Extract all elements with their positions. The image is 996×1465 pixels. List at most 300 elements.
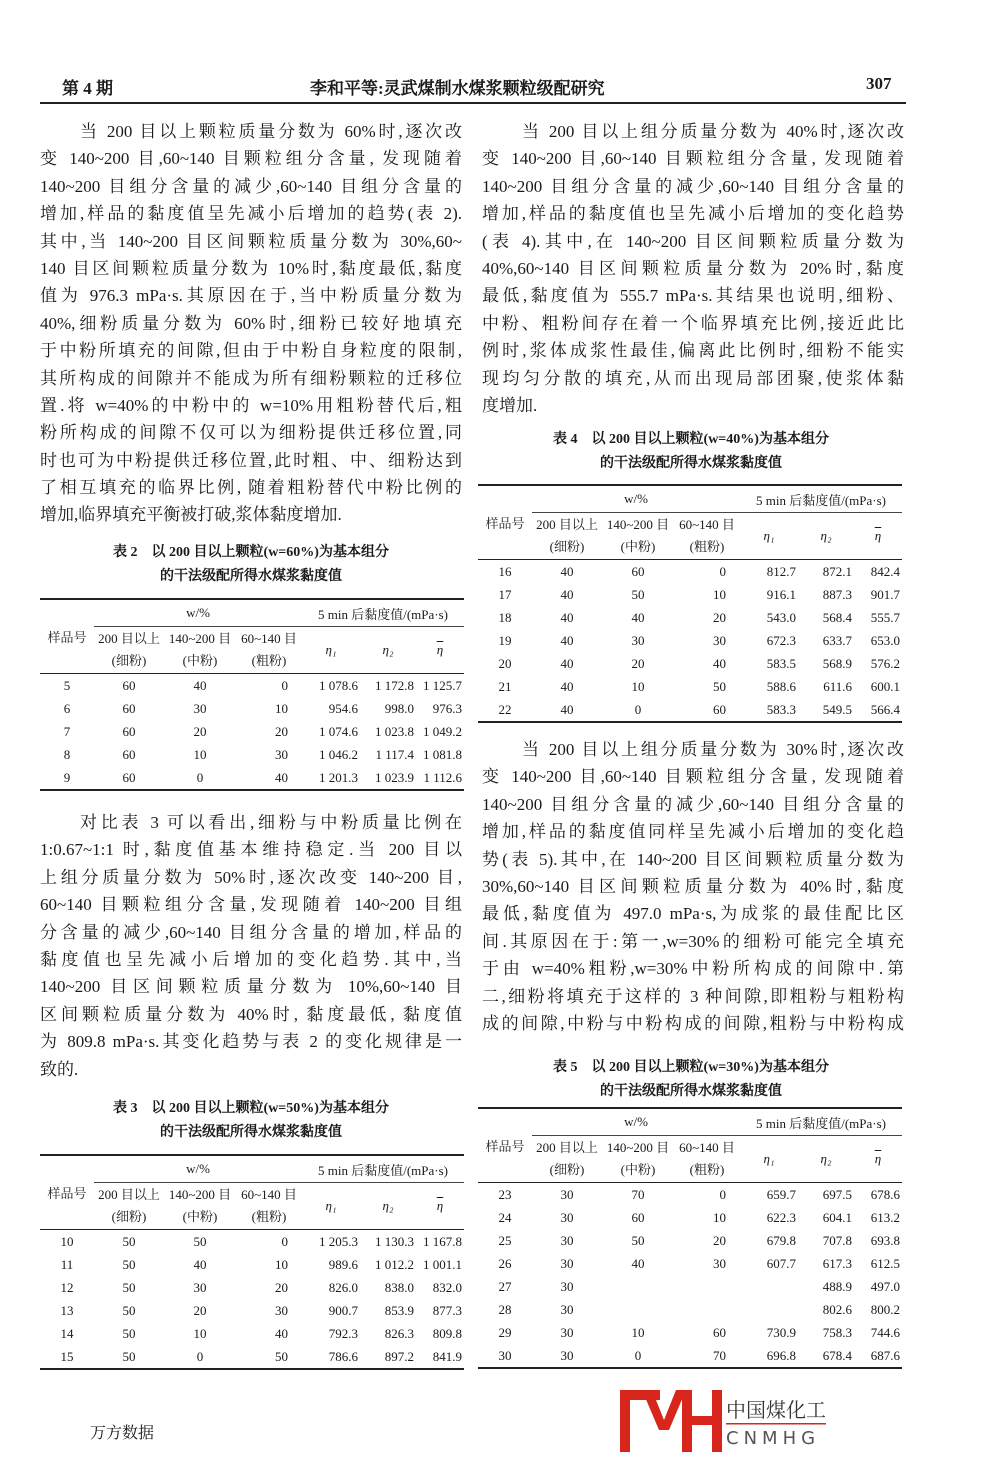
fine-pct-cell: 40 xyxy=(560,632,574,648)
header-label: 140~200 目 xyxy=(168,1187,232,1202)
header-label: (细粉) xyxy=(549,539,585,554)
caption-line: 表 5 以 200 目以上颗粒(w=30%)为基本组分 xyxy=(553,1060,829,1075)
eta2-cell: 697.5 xyxy=(822,1186,852,1202)
sample-no-cell: 28 xyxy=(498,1301,512,1317)
text-line: 例时,浆体成浆性最佳,偏离此比例时,细粉不能实 xyxy=(482,341,904,361)
eta2-cell: 617.3 xyxy=(822,1255,852,1271)
table-row xyxy=(478,1344,902,1368)
eta-mean-header: $\overline{\eta}$ xyxy=(854,513,902,560)
header-blank xyxy=(478,485,532,513)
header-label: (中粉) xyxy=(620,539,656,554)
coarse-pct-cell: 0 xyxy=(281,1233,288,1249)
coarse-pct-cell xyxy=(674,1298,740,1321)
text-line: 了相互填充的临界比例, 随着粗粉替代中粉比例的 xyxy=(40,478,462,498)
eta-mean-cell: 1 167.8 xyxy=(423,1233,462,1249)
eta2-cell: 1 012.2 xyxy=(375,1256,414,1272)
text-line: 其中,当 140~200 目区间颗粒质量分数为 30%,60~ xyxy=(40,231,462,251)
eta-mean-cell: 497.0 xyxy=(870,1278,900,1294)
coarse-pct-cell: 50 xyxy=(275,1348,288,1364)
fine-pct-cell: 50 xyxy=(122,1279,136,1295)
header-label: (中粉) xyxy=(182,1209,218,1224)
eta2-cell: 838.0 xyxy=(384,1279,414,1295)
table-row xyxy=(40,674,464,698)
eta1-cell: 1 074.6 xyxy=(319,723,358,739)
mid-pct-cell: 50 xyxy=(193,1233,207,1249)
coarse-pct-cell: 10 xyxy=(713,586,726,602)
coarse-pct-cell: 20 xyxy=(713,609,726,625)
table-row xyxy=(40,720,464,743)
eta1-cell xyxy=(740,1298,798,1321)
eta1-header: η₁ xyxy=(302,627,360,674)
table-row xyxy=(40,766,464,790)
mid-pct-cell: 70 xyxy=(631,1186,645,1202)
text-line: 粉所构成的间隙不仅可以为细粉提供迁移位置,同 xyxy=(40,423,462,443)
eta2-cell: 758.3 xyxy=(822,1324,852,1340)
mid-pct-cell xyxy=(602,1275,674,1298)
coarse-pct-cell: 70 xyxy=(713,1347,726,1363)
table-row xyxy=(40,1299,464,1322)
mid-pct-cell: 0 xyxy=(196,1348,204,1364)
table-row xyxy=(40,1253,464,1276)
eta-mean-cell: 678.6 xyxy=(870,1186,900,1202)
table-row xyxy=(40,1230,464,1254)
eta-mean-cell: 576.2 xyxy=(870,655,900,671)
header-blank xyxy=(40,599,94,627)
eta2-cell: 1 023.9 xyxy=(375,769,414,785)
coarse-pct-cell: 0 xyxy=(719,563,726,579)
eta-mean-cell: 800.2 xyxy=(870,1301,900,1317)
header-label: (中粉) xyxy=(182,653,218,668)
coarse-pct-cell: 10 xyxy=(275,700,288,716)
header-label: (粗粉) xyxy=(689,539,725,554)
fine-pct-cell: 40 xyxy=(560,701,574,717)
header-label: 60~140 目 xyxy=(241,631,297,646)
text-line: 成的间隙,中粉与中粉构成的间隙,粗粉与中粉构成 xyxy=(482,1013,904,1033)
table-5 xyxy=(478,1107,902,1369)
text-line: 上组分质量分数为 50%时,逐次改变 140~200 目, xyxy=(40,867,462,887)
eta-mean-cell: 653.0 xyxy=(870,632,900,648)
text-line: 140~200 目组分含量的减少,60~140 目组分含量的 xyxy=(40,176,462,196)
table-row xyxy=(478,629,902,652)
header-label: 60~140 目 xyxy=(679,517,735,532)
eta1-cell: 826.0 xyxy=(328,1279,358,1295)
coarse-pct-cell: 10 xyxy=(713,1209,726,1225)
text-line: 变 140~200 目,60~140 目颗粒组分含量, 发现随着 xyxy=(482,149,904,169)
table-row xyxy=(478,675,902,698)
coarse-pct-cell: 30 xyxy=(713,1255,726,1271)
sample-header: 样品号 xyxy=(478,513,532,560)
eta1-header: η₁ xyxy=(302,1183,360,1230)
eta-mean-header: $\overline{\eta}$ xyxy=(416,1183,464,1230)
text-line: 40%,细粉质量分数为 60%时,细粉已较好地填充 xyxy=(40,313,462,333)
coarse-pct-cell: 0 xyxy=(281,677,288,693)
text-line: 为 809.8 mPa·s.其变化趋势与表 2 的变化规律是一 xyxy=(40,1032,462,1052)
fine-pct-cell: 50 xyxy=(122,1256,136,1272)
coarse-pct-cell: 30 xyxy=(275,1302,288,1318)
text-line: 变 140~200 目,60~140 目颗粒组分含量, 发现随着 xyxy=(40,149,462,169)
eta1-cell: 679.8 xyxy=(766,1232,796,1248)
coarse-header xyxy=(674,1136,740,1183)
paragraph xyxy=(40,118,462,529)
eta1-cell: 989.6 xyxy=(328,1256,358,1272)
eta1-header: η₁ xyxy=(740,1136,798,1183)
eta1-header: η₁ xyxy=(740,513,798,560)
mid-pct-cell: 30 xyxy=(193,700,207,716)
text-line: 势(表 5).其中,在 140~200 目区间颗粒质量分数为 xyxy=(482,849,904,869)
eta-mean-cell: 612.5 xyxy=(870,1255,900,1271)
header-label: 60~140 目 xyxy=(679,1140,735,1155)
text-line: 其所构成的间隙并不能成为所有细粉颗粒的迁移位 xyxy=(40,368,462,388)
viscosity-group-header: 5 min 后黏度值/(mPa·s) xyxy=(740,1108,902,1136)
header-label: (细粉) xyxy=(549,1162,585,1177)
mid-header xyxy=(602,1136,674,1183)
table-5-caption xyxy=(480,1056,902,1104)
header-label: 60~140 目 xyxy=(241,1187,297,1202)
eta2-cell: 1 130.3 xyxy=(375,1233,414,1249)
w-group-header: w/% xyxy=(532,1108,740,1136)
sample-no-cell: 14 xyxy=(60,1325,74,1341)
eta-mean-cell: 841.9 xyxy=(432,1348,462,1364)
header-label: 140~200 目 xyxy=(606,517,670,532)
mid-pct-cell: 40 xyxy=(631,609,645,625)
eta-mean-cell: 744.6 xyxy=(870,1324,900,1340)
fine-pct-cell: 30 xyxy=(560,1347,574,1363)
table-row xyxy=(478,1183,902,1207)
sample-no-cell: 8 xyxy=(63,746,71,762)
mid-pct-cell: 30 xyxy=(631,632,645,648)
paragraph xyxy=(482,118,904,419)
sample-no-cell: 5 xyxy=(63,677,71,693)
fine-header xyxy=(94,1183,164,1230)
table-row xyxy=(40,1345,464,1369)
mid-pct-cell: 40 xyxy=(631,1255,645,1271)
fine-pct-cell: 60 xyxy=(122,746,136,762)
coarse-header xyxy=(236,1183,302,1230)
mid-pct-cell: 50 xyxy=(631,586,645,602)
sample-no-cell: 12 xyxy=(60,1279,74,1295)
table-row xyxy=(478,1275,902,1298)
header-label: (中粉) xyxy=(620,1162,656,1177)
mid-header xyxy=(602,513,674,560)
eta1-cell: 792.3 xyxy=(328,1325,358,1341)
mid-pct-cell: 10 xyxy=(193,1325,207,1341)
mid-pct-cell: 10 xyxy=(631,678,645,694)
header-label: (细粉) xyxy=(111,653,147,668)
eta2-cell: 887.3 xyxy=(822,586,852,602)
mid-pct-cell: 20 xyxy=(193,723,207,739)
eta2-cell: 633.7 xyxy=(822,632,852,648)
mid-pct-cell: 50 xyxy=(631,1232,645,1248)
text-line: 中粉、粗粉间存在着一个临界填充比例,接近此比 xyxy=(482,313,904,333)
text-line: 度增加. xyxy=(482,395,538,415)
sample-no-cell: 10 xyxy=(60,1233,74,1249)
caption-line: 的干法级配所得水煤浆黏度值 xyxy=(600,1084,782,1099)
eta-mean-cell: 809.8 xyxy=(432,1325,462,1341)
eta1-cell: 900.7 xyxy=(328,1302,358,1318)
text-line: 现均匀分散的填充,从而出现局部团聚,使浆体黏 xyxy=(482,368,904,388)
header-blank xyxy=(40,1155,94,1183)
issue-number: 第 4 期 xyxy=(62,79,113,98)
eta1-cell: 1 205.3 xyxy=(319,1233,358,1249)
text-line: 致的. xyxy=(40,1059,79,1079)
eta2-cell: 488.9 xyxy=(822,1278,852,1294)
caption-line: 表 2 以 200 目以上颗粒(w=60%)为基本组分 xyxy=(113,545,389,560)
mid-pct-cell: 0 xyxy=(634,1347,642,1363)
table-2-caption xyxy=(40,541,462,589)
text-line: 间.其原因在于:第一,w=30%的细粉可能完全填充 xyxy=(482,931,904,951)
fine-pct-cell: 40 xyxy=(560,586,574,602)
sample-no-cell: 15 xyxy=(60,1348,74,1364)
table-3 xyxy=(40,1154,464,1370)
header-blank xyxy=(478,1108,532,1136)
coarse-pct-cell: 40 xyxy=(275,769,288,785)
table-row xyxy=(478,560,902,584)
mid-pct-cell: 10 xyxy=(193,746,207,762)
eta1-cell: 1 046.2 xyxy=(319,746,358,762)
eta1-cell: 954.6 xyxy=(328,700,358,716)
viscosity-group-header: 5 min 后黏度值/(mPa·s) xyxy=(740,485,902,513)
table-row xyxy=(40,1276,464,1299)
caption-line: 的干法级配所得水煤浆黏度值 xyxy=(160,1125,342,1140)
eta1-cell xyxy=(740,1275,798,1298)
eta2-cell: 826.3 xyxy=(384,1325,414,1341)
text-line: 增加,样品的黏度值也呈先减小后增加的变化趋势 xyxy=(482,204,904,224)
sample-no-cell: 19 xyxy=(498,632,512,648)
eta-mean-cell: 687.6 xyxy=(870,1347,900,1363)
sample-no-cell: 6 xyxy=(63,700,71,716)
coarse-pct-cell: 10 xyxy=(275,1256,288,1272)
sample-header: 样品号 xyxy=(478,1136,532,1183)
text-line: 二,细粉将填充于这样的 3 种间隙,即粗粉与粗粉构 xyxy=(482,986,904,1006)
eta-mean-cell: 901.7 xyxy=(870,586,900,602)
table-row xyxy=(478,606,902,629)
header-label: 140~200 目 xyxy=(168,631,232,646)
mid-pct-cell: 40 xyxy=(193,677,207,693)
eta2-cell: 568.9 xyxy=(822,655,852,671)
watermark-cn: 中国煤化工 xyxy=(726,1400,826,1422)
text-line: 于由 w=40%粗粉,w=30%中粉所构成的间隙中.第 xyxy=(482,959,904,979)
coarse-pct-cell: 60 xyxy=(713,1324,726,1340)
eta-mean-cell: 566.4 xyxy=(870,701,900,717)
mid-pct-cell: 40 xyxy=(193,1256,207,1272)
eta-mean-cell: 1 081.8 xyxy=(423,746,462,762)
sample-header: 样品号 xyxy=(40,1183,94,1230)
fine-pct-cell: 40 xyxy=(560,655,574,671)
eta-mean-header: $\overline{\eta}$ xyxy=(854,1136,902,1183)
text-line: 增加,样品的黏度值呈先减小后增加的趋势(表 2). xyxy=(40,204,462,224)
mid-header xyxy=(164,1183,236,1230)
eta-mean-header: $\overline{\eta}$ xyxy=(416,627,464,674)
viscosity-group-header: 5 min 后黏度值/(mPa·s) xyxy=(302,1155,464,1183)
fine-pct-cell: 60 xyxy=(122,723,136,739)
table-row xyxy=(40,697,464,720)
eta2-header: η₂ xyxy=(798,1136,854,1183)
text-line: 时也可为中粉提供迁移位置,此时粗、中、细粉达到 xyxy=(40,450,462,470)
sample-no-cell: 9 xyxy=(63,769,71,785)
table-row xyxy=(478,1229,902,1252)
eta1-cell: 696.8 xyxy=(766,1347,796,1363)
text-line: 60~140 目颗粒组分含量,发现随着 140~200 目组 xyxy=(40,895,462,915)
eta1-cell: 659.7 xyxy=(766,1186,796,1202)
header-label: 200 目以上 xyxy=(536,517,598,532)
header-label: (细粉) xyxy=(111,1209,147,1224)
eta2-header: η₂ xyxy=(798,513,854,560)
table-row xyxy=(478,1252,902,1275)
eta-mean-cell: 555.7 xyxy=(870,609,900,625)
sample-no-cell: 26 xyxy=(498,1255,512,1271)
eta2-cell: 1 023.8 xyxy=(375,723,414,739)
header-label: 200 目以上 xyxy=(98,631,160,646)
eta2-cell: 568.4 xyxy=(822,609,852,625)
header-label: 200 目以上 xyxy=(98,1187,160,1202)
text-line: 40%,60~140 目区间颗粒质量分数为 20%时,黏度 xyxy=(482,258,904,278)
table-2 xyxy=(40,598,464,791)
eta2-cell: 707.8 xyxy=(822,1232,852,1248)
table-row xyxy=(478,1206,902,1229)
mid-pct-cell: 60 xyxy=(631,1209,645,1225)
table-row xyxy=(478,698,902,722)
sample-no-cell: 30 xyxy=(498,1347,512,1363)
fine-pct-cell: 40 xyxy=(560,678,574,694)
paragraph xyxy=(482,736,904,1037)
text-line: 140~200 目组分含量的减少,60~140 目组分含量的 xyxy=(482,794,904,814)
running-title: 李和平等:灵武煤制水煤浆颗粒级配研究 xyxy=(310,79,605,98)
text-line: 值为 976.3 mPa·s.其原因在于,当中粉质量分数为 xyxy=(40,286,462,306)
header-label: (粗粉) xyxy=(689,1162,725,1177)
table-row xyxy=(40,743,464,766)
sample-no-cell: 17 xyxy=(498,586,512,602)
coarse-pct-cell: 20 xyxy=(275,1279,288,1295)
fine-pct-cell: 60 xyxy=(122,677,136,693)
table-4-caption xyxy=(480,428,902,476)
mid-pct-cell: 20 xyxy=(193,1302,207,1318)
eta2-cell: 611.6 xyxy=(823,678,852,694)
eta1-cell: 588.6 xyxy=(766,678,796,694)
watermark-logo xyxy=(620,1390,830,1456)
eta1-cell: 622.3 xyxy=(766,1209,796,1225)
coarse-pct-cell: 20 xyxy=(713,1232,726,1248)
mid-header xyxy=(164,627,236,674)
text-line: 增加,临界填充平衡被打破,浆体黏度增加. xyxy=(40,505,342,525)
fine-pct-cell: 30 xyxy=(560,1278,574,1294)
text-line: 30%,60~140 目区间颗粒质量分数为 40%时,黏度 xyxy=(482,876,904,896)
table-3-caption xyxy=(40,1097,462,1145)
eta2-cell: 549.5 xyxy=(822,701,852,717)
sample-no-cell: 11 xyxy=(60,1256,74,1272)
fine-header xyxy=(532,513,602,560)
sample-no-cell: 25 xyxy=(498,1232,512,1248)
sample-no-cell: 20 xyxy=(498,655,512,671)
eta-mean-cell: 693.8 xyxy=(870,1232,900,1248)
text-line: 于中粉所填充的间隙,但由于中粉自身粒度的限制, xyxy=(40,341,462,361)
text-line: 增加,样品的黏度值同样呈先减小后增加的变化趋 xyxy=(482,822,904,842)
mid-pct-cell: 0 xyxy=(196,769,204,785)
caption-line: 的干法级配所得水煤浆黏度值 xyxy=(160,569,342,584)
sample-no-cell: 13 xyxy=(60,1302,74,1318)
eta2-cell: 604.1 xyxy=(822,1209,852,1225)
eta-mean-cell: 877.3 xyxy=(432,1302,462,1318)
header-rule xyxy=(40,102,906,104)
fine-pct-cell: 50 xyxy=(122,1302,136,1318)
fine-pct-cell: 40 xyxy=(560,563,574,579)
coarse-pct-cell: 60 xyxy=(713,701,726,717)
text-line: 黏度值也呈先减小后增加的变化趋势.其中,当 xyxy=(40,949,462,969)
coarse-pct-cell: 20 xyxy=(275,723,288,739)
sample-no-cell: 23 xyxy=(498,1186,512,1202)
fine-pct-cell: 40 xyxy=(560,609,574,625)
table-row xyxy=(478,1298,902,1321)
eta2-cell: 853.9 xyxy=(384,1302,414,1318)
eta1-cell: 812.7 xyxy=(766,563,796,579)
text-line: 对比表 3 可以看出,细粉与中粉质量比例在 xyxy=(80,813,462,832)
text-line: 区间颗粒质量分数为 40%时, 黏度最低, 黏度值 xyxy=(40,1004,462,1024)
eta2-cell: 1 117.4 xyxy=(375,746,414,762)
eta1-cell: 607.7 xyxy=(766,1255,796,1271)
table-row xyxy=(478,583,902,606)
header-label: 200 目以上 xyxy=(536,1140,598,1155)
text-line: 1:0.67~1:1 时,黏度值基本维持稳定.当 200 目以 xyxy=(40,840,462,860)
sample-header: 样品号 xyxy=(40,627,94,674)
coarse-pct-cell: 40 xyxy=(275,1325,288,1341)
fine-pct-cell: 30 xyxy=(560,1209,574,1225)
table-row xyxy=(40,1322,464,1345)
mid-pct-cell: 20 xyxy=(631,655,645,671)
header-label: (粗粉) xyxy=(251,1209,287,1224)
coarse-pct-cell: 30 xyxy=(275,746,288,762)
eta-mean-cell: 842.4 xyxy=(870,563,900,579)
caption-line: 的干法级配所得水煤浆黏度值 xyxy=(600,456,782,471)
mid-pct-cell xyxy=(602,1298,674,1321)
sample-no-cell: 24 xyxy=(498,1209,512,1225)
text-line: 140~200 目组分含量的减少,60~140 目组分含量的 xyxy=(482,176,904,196)
footer-source: 万方数据 xyxy=(90,1425,155,1442)
w-group-header: w/% xyxy=(532,485,740,513)
sample-no-cell: 22 xyxy=(498,701,512,717)
eta-mean-cell: 1 049.2 xyxy=(423,723,462,739)
text-line: 最低,黏度值为 497.0 mPa·s,为成浆的最佳配比区 xyxy=(482,904,904,924)
header-label: 140~200 目 xyxy=(606,1140,670,1155)
eta2-header: η₂ xyxy=(360,1183,416,1230)
coarse-pct-cell: 0 xyxy=(719,1186,726,1202)
mid-pct-cell: 60 xyxy=(631,563,645,579)
text-line: 最低,黏度值为 555.7 mPa·s.其结果也说明,细粉、 xyxy=(482,286,904,306)
eta-mean-cell: 1 125.7 xyxy=(423,677,462,693)
eta1-cell: 583.3 xyxy=(766,701,796,717)
text-line: 变 140~200 目,60~140 目颗粒组分含量, 发现随着 xyxy=(482,767,904,787)
eta2-cell: 998.0 xyxy=(384,700,414,716)
eta-mean-cell: 976.3 xyxy=(432,700,462,716)
page-number: 307 xyxy=(866,74,892,93)
sample-no-cell: 29 xyxy=(498,1324,512,1340)
coarse-header xyxy=(674,513,740,560)
sample-no-cell: 21 xyxy=(498,678,512,694)
eta1-cell: 1 078.6 xyxy=(319,677,358,693)
sample-no-cell: 27 xyxy=(498,1278,512,1294)
coarse-pct-cell: 50 xyxy=(713,678,726,694)
table-row xyxy=(478,652,902,675)
fine-header xyxy=(94,627,164,674)
watermark-en: CNMHG xyxy=(726,1428,821,1449)
mid-pct-cell: 0 xyxy=(634,701,642,717)
fine-pct-cell: 30 xyxy=(560,1232,574,1248)
fine-pct-cell: 60 xyxy=(122,700,136,716)
eta-mean-cell: 600.1 xyxy=(870,678,900,694)
eta2-header: η₂ xyxy=(360,627,416,674)
eta1-cell: 730.9 xyxy=(766,1324,796,1340)
table-4 xyxy=(478,484,902,723)
text-line: (表 4).其中,在 140~200 目区间颗粒质量分数为 xyxy=(482,231,904,251)
coarse-pct-cell xyxy=(674,1275,740,1298)
